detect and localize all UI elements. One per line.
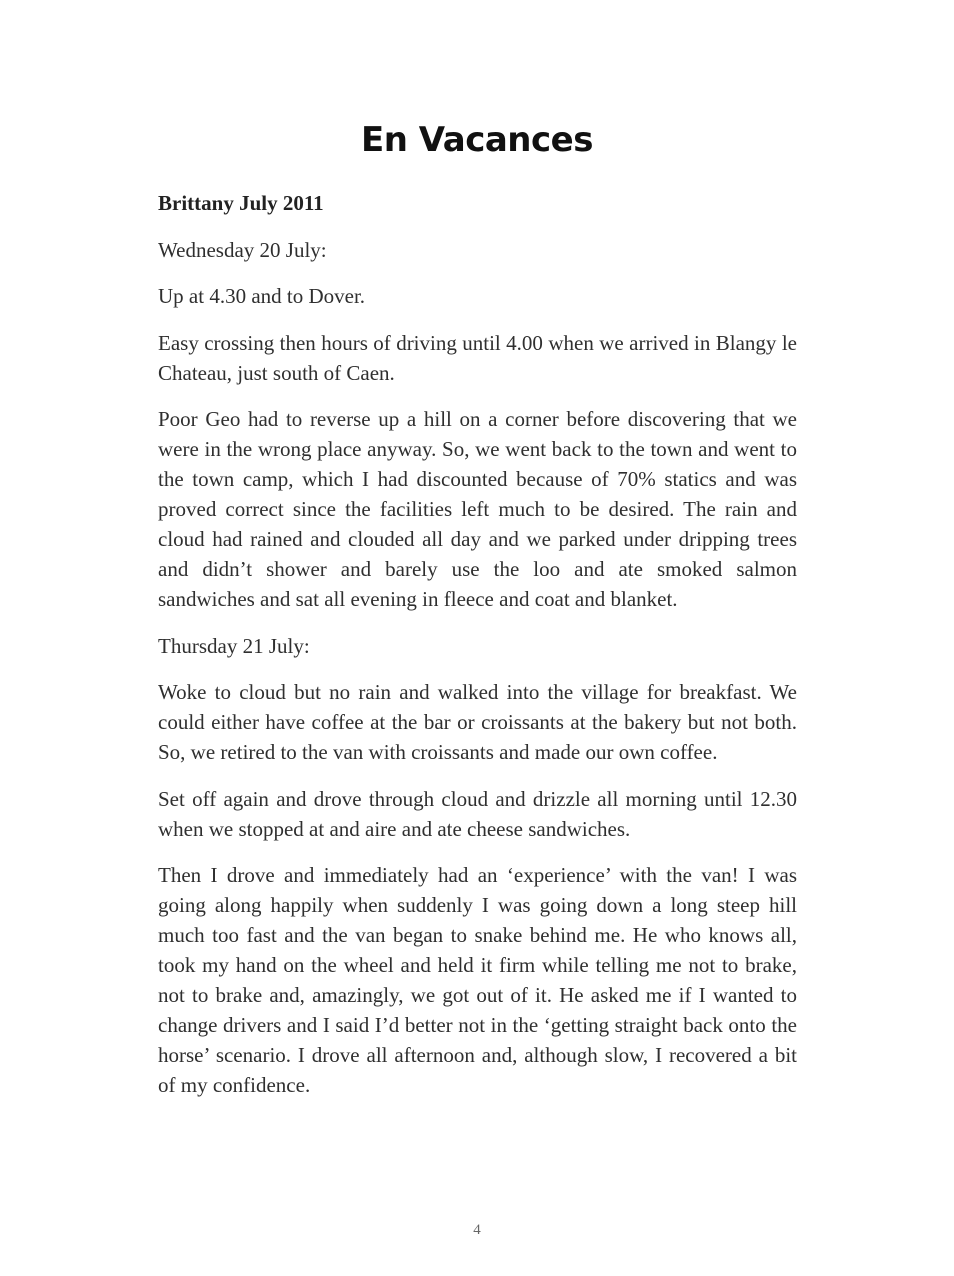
diary-date-heading: Thursday 21 July:: [158, 633, 310, 658]
page-title: En Vacances: [361, 120, 593, 160]
section-subtitle: Brittany July 2011: [158, 191, 324, 215]
body-paragraph: Set off again and drove through cloud and drizzle all morning until 12.30 when we stopped at and aire and ate cheese sandwiches.: [158, 786, 797, 841]
body-paragraph: Up at 4.30 and to Dover.: [158, 284, 366, 308]
document-body: [158, 188, 797, 1117]
body-paragraph: Easy crossing then hours of driving until 4.00 when we arrived in Blangy le Chateau, just south of Caen.: [158, 330, 797, 385]
diary-date-heading: Wednesday 20 July:: [158, 237, 327, 262]
body-paragraph: Then I drove and immediately had an ‘experience’ with the van! I was going along happily when suddenly I was going down a long steep hill much too fast and the van began to snake behind me. He who knows all, took my hand on the wheel and held it firm while telling me not to brake, not to brake and, amazingly, we got out of it. He asked me if I wanted to change drivers and I said I’d better not in the ‘getting straight back onto the horse’ scenario. I drove all afternoon and, although slow, I recovered a bit of my confidence.: [158, 863, 797, 1097]
body-paragraph: Woke to cloud but no rain and walked into the village for breakfast. We could either have coffee at the bar or croissants at the bakery but not both. So, we retired to the van with croissants and made our own coffee.: [158, 680, 797, 764]
page-number: 4: [473, 1222, 481, 1238]
body-paragraph: Poor Geo had to reverse up a hill on a corner before discovering that we were in the wrong place anyway. So, we went back to the town and went to the town camp, which I had discounted because of 70% statics and was proved correct since the facilities left much to be desired. The rain and cloud had rained and clouded all day and we parked under dripping trees and didn’t shower and barely use the loo and ate smoked salmon sandwiches and sat all evening in fleece and coat and blanket.: [158, 407, 797, 611]
